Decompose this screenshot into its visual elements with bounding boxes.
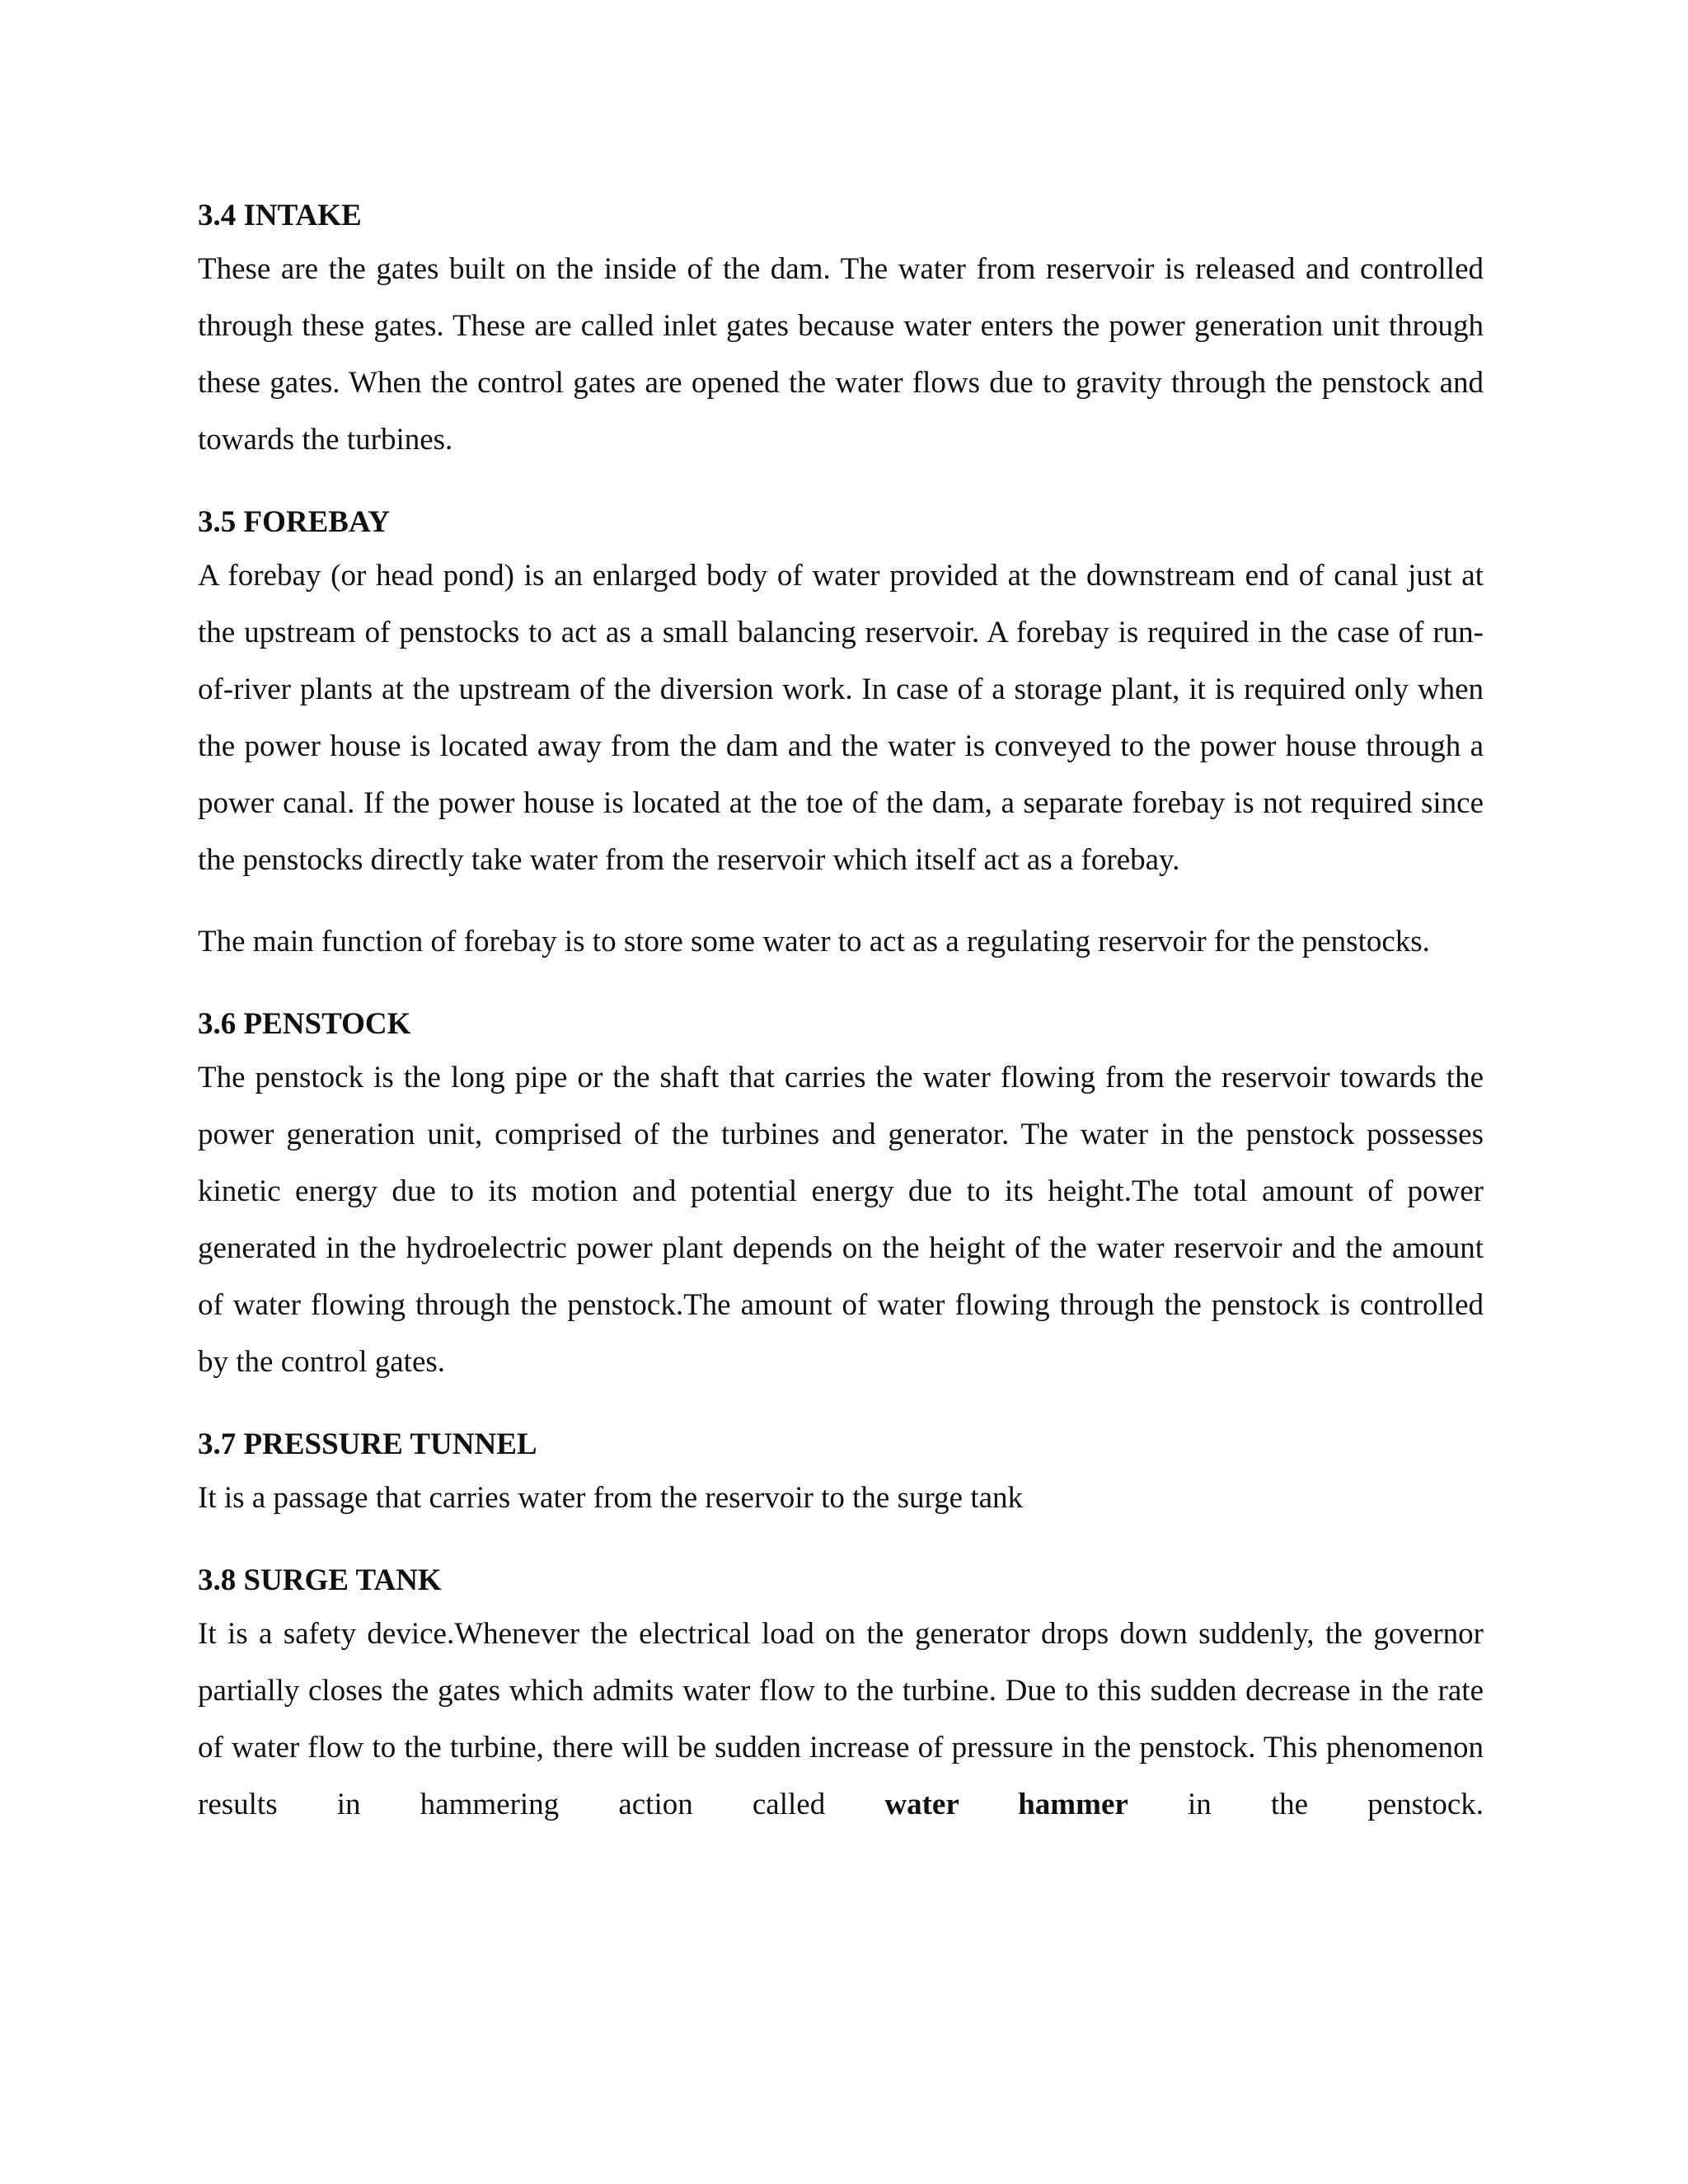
section-paragraph: It is a passage that carries water from the reservoir to the surge tank bbox=[198, 1481, 1024, 1515]
section-paragraph: A forebay (or head pond) is an enlarged body of water provided at the downstream end of canal just at the upstream of penstocks to act as a small balancing reservoir. A forebay is required in the case of run-of-river plants at the upstream of the diversion work. In case of a storage plant, it is required only when the power house is located away from the dam and the water is conveyed to the power house through a power canal. If the power house is located at the toe of the dam, a separate forebay is not required since the penstocks directly take water from the reservoir which itself act as a forebay. bbox=[198, 559, 1484, 877]
section-surge-tank bbox=[198, 1556, 1484, 1833]
paragraph-text: It is a safety device.Whenever the electrical load on the generator drops down suddenly, the governor partially closes the gates which admits water flow to the turbine. Due to this sudden decrease in the rate of water flow to the turbine, there will be sudden increase of pressure in the penstock. This phenomenon results in hammering action called bbox=[198, 1617, 1484, 1821]
section-pressure-tunnel bbox=[198, 1420, 1484, 1526]
document-page bbox=[198, 191, 1484, 1833]
section-heading: 3.4 INTAKE bbox=[198, 199, 362, 232]
section-forebay bbox=[198, 498, 1484, 970]
section-heading: 3.6 PENSTOCK bbox=[198, 1007, 411, 1041]
section-heading: 3.5 FOREBAY bbox=[198, 505, 391, 539]
section-intake bbox=[198, 191, 1484, 468]
section-paragraph: The main function of forebay is to store some water to act as a regulating reservoir for the penstocks. bbox=[198, 925, 1430, 958]
section-heading: 3.7 PRESSURE TUNNEL bbox=[198, 1427, 537, 1461]
section-paragraph bbox=[198, 1605, 1484, 1833]
section-heading: 3.8 SURGE TANK bbox=[198, 1563, 442, 1597]
section-paragraph: These are the gates built on the inside of the dam. The water from reservoir is released and controlled through these gates. These are called inlet gates because water enters the power generation unit through these gates. When the control gates are opened the water flows due to gravity through the penstock and towards the turbines. bbox=[198, 252, 1484, 457]
paragraph-text: in the penstock. bbox=[1128, 1788, 1484, 1821]
emphasized-term: water hammer bbox=[884, 1788, 1128, 1821]
section-penstock bbox=[198, 1000, 1484, 1390]
section-paragraph: The penstock is the long pipe or the shaft that carries the water flowing from the reservoir towards the power generation unit, comprised of the turbines and generator. The water in the penstock possesses kinetic energy due to its motion and potential energy due to its height.The total amount of power generated in the hydroelectric power plant depends on the height of the water reservoir and the amount of water flowing through the penstock.The amount of water flowing through the penstock is controlled by the control gates. bbox=[198, 1061, 1484, 1379]
